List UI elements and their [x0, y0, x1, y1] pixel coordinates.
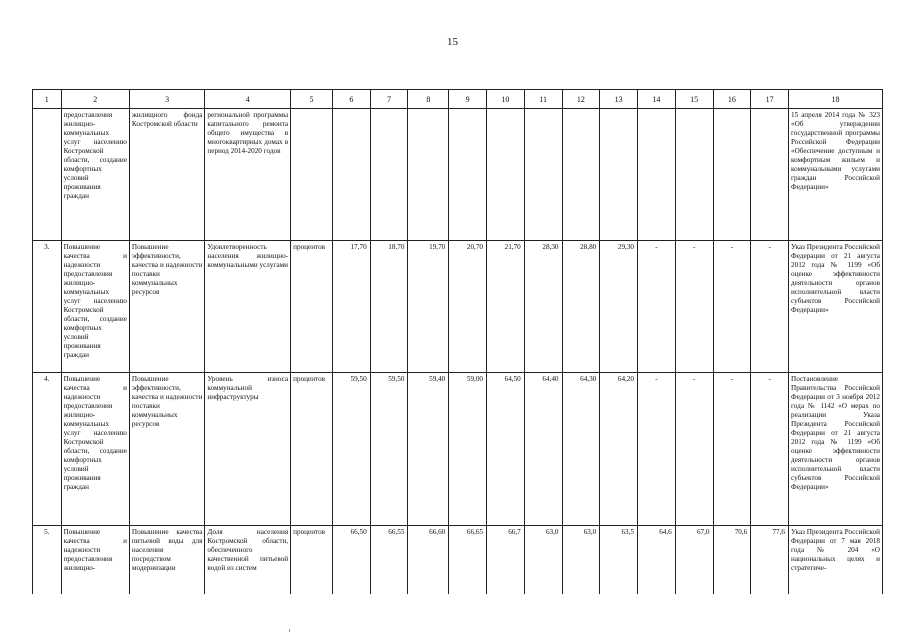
value-cell: 18,70: [370, 241, 408, 373]
column-header: 14: [638, 90, 676, 109]
value-cell: 28,80: [562, 241, 600, 373]
value-cell: 66,60: [408, 526, 449, 595]
column-header: 15: [675, 90, 713, 109]
value-cell: 64,30: [562, 373, 600, 526]
column-header: 12: [562, 90, 600, 109]
value-cell: [524, 109, 562, 241]
table-row: [33, 241, 883, 373]
value-cell: 66,55: [370, 526, 408, 595]
row-number: 4.: [33, 373, 62, 526]
indicator-cell: Уровень износа коммунальной инфраструктуры: [205, 373, 291, 526]
value-cell: -: [713, 241, 751, 373]
unit-cell: процентов: [291, 241, 333, 373]
value-cell: [638, 109, 676, 241]
value-cell: -: [675, 373, 713, 526]
task-cell: Повышение эффективности, качества и надежности поставки коммунальных ресурсов: [129, 373, 205, 526]
column-header: 10: [487, 90, 525, 109]
table-row: [33, 526, 883, 595]
indicators-table: [32, 89, 883, 594]
column-header: 8: [408, 90, 449, 109]
task-cell: Повышение качества питьевой воды для населения посредством модернизации: [129, 526, 205, 595]
goal-cell: Повышение качества и надежности предоставления жилищно-коммунальных услуг населению Костромской области, создание комфортных условий проживания граждан: [61, 373, 129, 526]
goal-cell: предоставления жилищно-коммунальных услуг населению Костромской области, создание комфортных условий проживания граждан: [61, 109, 129, 241]
task-cell: Повышение эффективности, качества и надежности поставки коммунальных ресурсов: [129, 241, 205, 373]
column-header: 13: [600, 90, 638, 109]
indicator-cell: региональной программы капитального ремонта общего имущества в многоквартирных домах в период 2014-2020 годов: [205, 109, 291, 241]
column-header: 3: [129, 90, 205, 109]
value-cell: 21,70: [487, 241, 525, 373]
source-cell: Указ Президента Российской Федерации от 7 мая 2018 года № 204 «О национальных целях и стратегиче-: [789, 526, 883, 595]
unit-cell: процентов: [291, 526, 333, 595]
value-cell: 77,6: [751, 526, 789, 595]
column-header: 2: [61, 90, 129, 109]
column-header: 11: [524, 90, 562, 109]
value-cell: [562, 109, 600, 241]
value-cell: [600, 109, 638, 241]
column-header: 9: [449, 90, 487, 109]
column-header: 1: [33, 90, 62, 109]
row-number: 3.: [33, 241, 62, 373]
value-cell: 63,5: [600, 526, 638, 595]
value-cell: 59,50: [370, 373, 408, 526]
value-cell: [449, 109, 487, 241]
task-cell: жилищного фонда Костромской области: [129, 109, 205, 241]
indicator-cell: Удовлетворенность населения жилищно-коммунальными услугами: [205, 241, 291, 373]
value-cell: -: [751, 241, 789, 373]
value-cell: [713, 109, 751, 241]
source-cell: 15 апреля 2014 года № 323 «Об утверждении государственной программы Российской Федерации «Обеспечение доступным и комфортным жильем и коммунальными услугами граждан Российской Федерации»: [789, 109, 883, 241]
value-cell: 64,40: [524, 373, 562, 526]
indicator-cell: Доля населения Костромской области, обеспеченного качественной питьевой водой из систем: [205, 526, 291, 595]
source-cell: Постановление Правительства Российской Федерации от 3 ноября 2012 года № 1142 «О мерах по реализации Указа Президента Российской Федерации от 21 августа 2012 года № 1199 «Об оценке эффективности деятельности органов исполнительной власти субъектов Российской Федерации»: [789, 373, 883, 526]
goal-cell: Повышение качества и надежности предоставления жилищно-: [61, 526, 129, 595]
goal-cell: Повышение качества и надежности предоставления жилищно-коммунальных услуг населению Костромской области, создание комфортных условий проживания граждан: [61, 241, 129, 373]
header-row: [33, 90, 883, 109]
column-header: 16: [713, 90, 751, 109]
value-cell: -: [675, 241, 713, 373]
value-cell: 64,50: [487, 373, 525, 526]
value-cell: 59,50: [332, 373, 370, 526]
row-number: [33, 109, 62, 241]
value-cell: [332, 109, 370, 241]
value-cell: [751, 109, 789, 241]
value-cell: -: [638, 241, 676, 373]
value-cell: 20,70: [449, 241, 487, 373]
column-header: 4: [205, 90, 291, 109]
unit-cell: процентов: [291, 373, 333, 526]
value-cell: [487, 109, 525, 241]
value-cell: 64,20: [600, 373, 638, 526]
page-number: 15: [447, 36, 458, 48]
table-row: [33, 373, 883, 526]
value-cell: 66,7: [487, 526, 525, 595]
value-cell: 63,0: [524, 526, 562, 595]
table-row: [33, 109, 883, 241]
value-cell: 66,65: [449, 526, 487, 595]
value-cell: 29,30: [600, 241, 638, 373]
column-header: 17: [751, 90, 789, 109]
value-cell: 64,6: [638, 526, 676, 595]
value-cell: 59,00: [449, 373, 487, 526]
column-header: 7: [370, 90, 408, 109]
value-cell: 67,0: [675, 526, 713, 595]
value-cell: 19,70: [408, 241, 449, 373]
value-cell: -: [638, 373, 676, 526]
unit-cell: [291, 109, 333, 241]
value-cell: [408, 109, 449, 241]
value-cell: [370, 109, 408, 241]
value-cell: 70,6: [713, 526, 751, 595]
scan-artifact: [289, 629, 290, 632]
value-cell: 17,70: [332, 241, 370, 373]
column-header: 5: [291, 90, 333, 109]
value-cell: 59,40: [408, 373, 449, 526]
value-cell: -: [751, 373, 789, 526]
value-cell: [675, 109, 713, 241]
row-number: 5.: [33, 526, 62, 595]
column-header: 6: [332, 90, 370, 109]
value-cell: 28,30: [524, 241, 562, 373]
source-cell: Указ Президента Российской Федерации от 21 августа 2012 года № 1199 «Об оценке эффективности деятельности органов исполнительной власти субъектов Российской Федерации»: [789, 241, 883, 373]
value-cell: 66,50: [332, 526, 370, 595]
value-cell: 63,0: [562, 526, 600, 595]
column-header: 18: [789, 90, 883, 109]
value-cell: -: [713, 373, 751, 526]
